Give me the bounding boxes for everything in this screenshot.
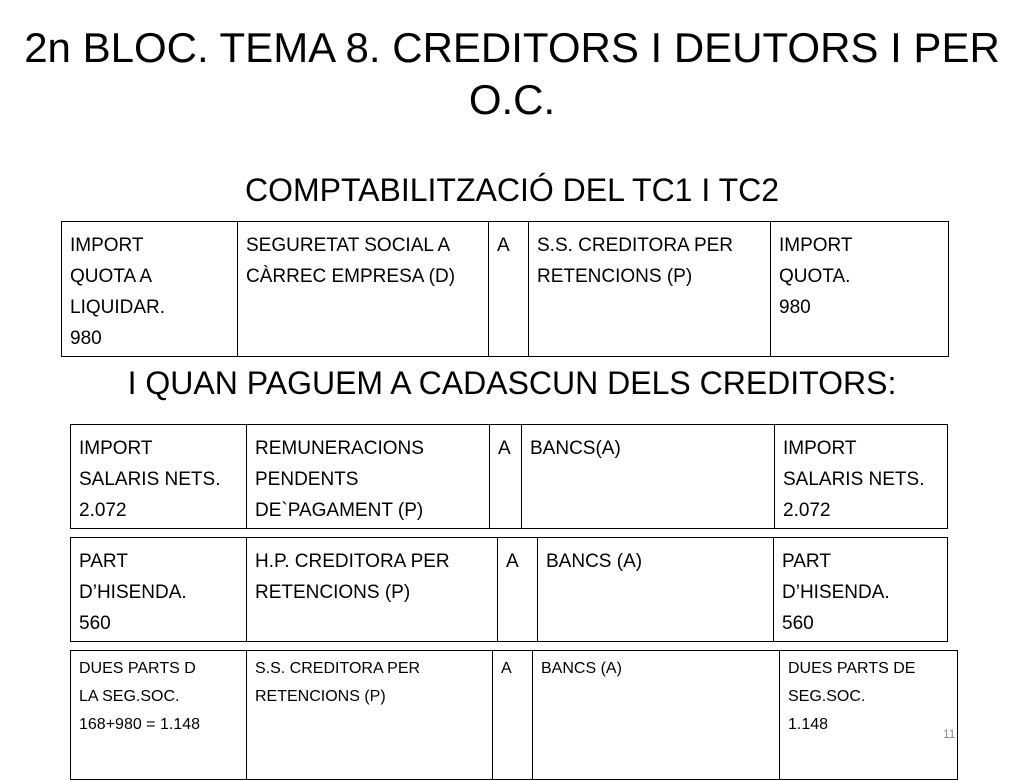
credit-amount-cell: IMPORT SALARIS NETS. 2.072 bbox=[775, 425, 948, 529]
debit-account-cell: SEGURETAT SOCIAL A CÀRREC EMPRESA (D) bbox=[238, 222, 489, 357]
table-row bbox=[71, 538, 948, 642]
connector-cell: A bbox=[490, 425, 522, 529]
credit-account-cell: BANCS (A) bbox=[538, 538, 774, 642]
credit-amount-cell: PART D’HISENDA. 560 bbox=[774, 538, 948, 642]
debit-amount-cell: IMPORT SALARIS NETS. 2.072 bbox=[71, 425, 247, 529]
table-row bbox=[71, 651, 958, 780]
credit-account-cell: S.S. CREDITORA PER RETENCIONS (P) bbox=[529, 222, 771, 357]
journal-entry-treasury bbox=[70, 537, 948, 642]
credit-amount-cell: IMPORT QUOTA. 980 bbox=[771, 222, 949, 357]
section-subtitle: COMPTABILITZACIÓ DEL TC1 I TC2 bbox=[244, 172, 780, 208]
credit-account-cell: BANCS(A) bbox=[522, 425, 775, 529]
debit-account-cell: REMUNERACIONS PENDENTS DE`PAGAMENT (P) bbox=[247, 425, 490, 529]
payments-heading: I QUAN PAGUEM A CADASCUN DELS CREDITORS: bbox=[127, 365, 897, 401]
table-row bbox=[71, 425, 948, 529]
connector-cell: A bbox=[493, 651, 533, 780]
debit-amount-cell: PART D’HISENDA. 560 bbox=[71, 538, 247, 642]
credit-account-cell: BANCS (A) bbox=[533, 651, 780, 780]
debit-account-cell: S.S. CREDITORA PER RETENCIONS (P) bbox=[247, 651, 493, 780]
credit-amount-cell: DUES PARTS DE SEG.SOC. 1.148 bbox=[780, 651, 958, 780]
table-row bbox=[62, 222, 949, 357]
journal-entry-social-security bbox=[70, 650, 958, 780]
connector-cell: A bbox=[498, 538, 538, 642]
debit-account-cell: H.P. CREDITORA PER RETENCIONS (P) bbox=[247, 538, 498, 642]
journal-entry-tc bbox=[61, 221, 949, 357]
debit-amount-cell: IMPORT QUOTA A LIQUIDAR. 980 bbox=[62, 222, 238, 357]
journal-entry-salaries bbox=[70, 424, 948, 529]
debit-amount-cell: DUES PARTS D LA SEG.SOC. 168+980 = 1.148 bbox=[71, 651, 247, 780]
connector-cell: A bbox=[489, 222, 529, 357]
slide-title: 2n BLOC. TEMA 8. CREDITORS I DEUTORS I PER O.C. bbox=[24, 24, 1000, 123]
page-number: 11 bbox=[943, 727, 956, 741]
